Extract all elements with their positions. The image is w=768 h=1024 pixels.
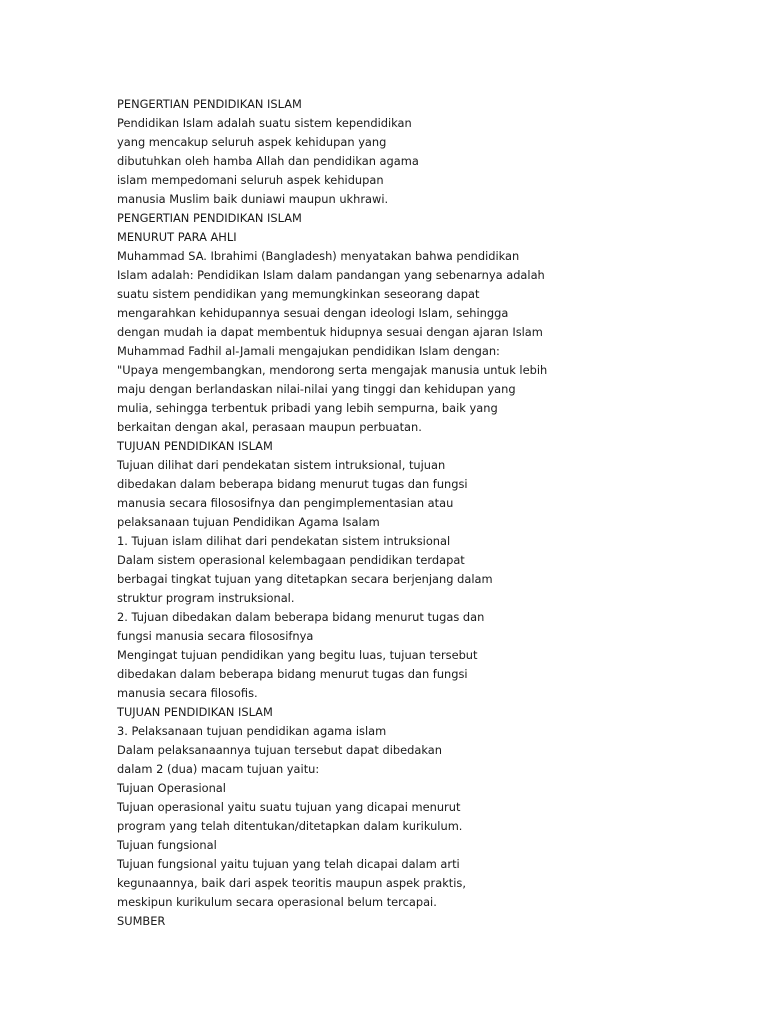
document-text — [117, 95, 717, 931]
text-line: Tujuan fungsional — [117, 838, 217, 852]
text-line: Dalam sistem operasional kelembagaan pendidikan terdapat — [117, 553, 465, 567]
text-line: mengarahkan kehidupannya sesuai dengan ideologi Islam, sehingga — [117, 306, 509, 320]
text-line: Muhammad Fadhil al-Jamali mengajukan pendidikan Islam dengan: — [117, 344, 500, 358]
text-line: dibutuhkan oleh hamba Allah dan pendidikan agama — [117, 154, 419, 168]
text-line: PENGERTIAN PENDIDIKAN ISLAM — [117, 97, 302, 111]
text-line: "Upaya mengembangkan, mendorong serta mengajak manusia untuk lebih — [117, 363, 548, 377]
text-line: 2. Tujuan dibedakan dalam beberapa bidang menurut tugas dan — [117, 610, 485, 624]
text-line: TUJUAN PENDIDIKAN ISLAM — [117, 705, 273, 719]
text-line: kegunaannya, baik dari aspek teoritis maupun aspek praktis, — [117, 876, 466, 890]
text-line: berkaitan dengan akal, perasaan maupun perbuatan. — [117, 420, 422, 434]
text-line: PENGERTIAN PENDIDIKAN ISLAM — [117, 211, 302, 225]
text-line: dibedakan dalam beberapa bidang menurut tugas dan fungsi — [117, 667, 468, 681]
text-line: Tujuan dilihat dari pendekatan sistem intruksional, tujuan — [117, 458, 446, 472]
text-line: suatu sistem pendidikan yang memungkinkan seseorang dapat — [117, 287, 480, 301]
text-line: Pendidikan Islam adalah suatu sistem kependidikan — [117, 116, 412, 130]
text-line: dalam 2 (dua) macam tujuan yaitu: — [117, 762, 320, 776]
text-line: berbagai tingkat tujuan yang ditetapkan secara berjenjang dalam — [117, 572, 493, 586]
text-line: manusia secara filososifnya dan pengimplementasian atau — [117, 496, 454, 510]
text-line: manusia Muslim baik duniawi maupun ukhrawi. — [117, 192, 389, 206]
text-line: MENURUT PARA AHLI — [117, 230, 237, 244]
text-line: pelaksanaan tujuan Pendidikan Agama Isalam — [117, 515, 380, 529]
text-line: 3. Pelaksanaan tujuan pendidikan agama islam — [117, 724, 387, 738]
text-line: manusia secara filosofis. — [117, 686, 258, 700]
text-line: meskipun kurikulum secara operasional belum tercapai. — [117, 895, 437, 909]
text-line: mulia, sehingga terbentuk pribadi yang lebih sempurna, baik yang — [117, 401, 498, 415]
text-line: islam mempedomani seluruh aspek kehidupan — [117, 173, 384, 187]
text-line: yang mencakup seluruh aspek kehidupan yang — [117, 135, 387, 149]
text-line: Tujuan Operasional — [117, 781, 226, 795]
text-line: dibedakan dalam beberapa bidang menurut tugas dan fungsi — [117, 477, 468, 491]
text-line: struktur program instruksional. — [117, 591, 295, 605]
text-line: Tujuan operasional yaitu suatu tujuan yang dicapai menurut — [117, 800, 461, 814]
text-line: Tujuan fungsional yaitu tujuan yang telah dicapai dalam arti — [117, 857, 460, 871]
text-line: 1. Tujuan islam dilihat dari pendekatan sistem intruksional — [117, 534, 451, 548]
text-line: TUJUAN PENDIDIKAN ISLAM — [117, 439, 273, 453]
text-line: Muhammad SA. Ibrahimi (Bangladesh) menyatakan bahwa pendidikan — [117, 249, 520, 263]
text-line: Dalam pelaksanaannya tujuan tersebut dapat dibedakan — [117, 743, 442, 757]
text-line: fungsi manusia secara filososifnya — [117, 629, 314, 643]
text-line: SUMBER — [117, 914, 166, 928]
text-line: dengan mudah ia dapat membentuk hidupnya sesuai dengan ajaran Islam — [117, 325, 543, 339]
text-line: program yang telah ditentukan/ditetapkan dalam kurikulum. — [117, 819, 463, 833]
text-line: maju dengan berlandaskan nilai-nilai yang tinggi dan kehidupan yang — [117, 382, 516, 396]
text-line: Mengingat tujuan pendidikan yang begitu luas, tujuan tersebut — [117, 648, 478, 662]
text-line: Islam adalah: Pendidikan Islam dalam pandangan yang sebenarnya adalah — [117, 268, 545, 282]
